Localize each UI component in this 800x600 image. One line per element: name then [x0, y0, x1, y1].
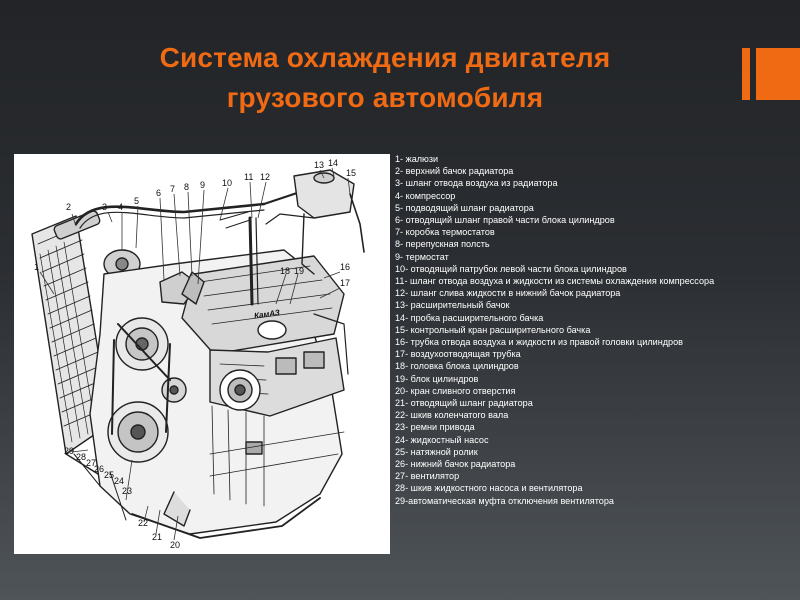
callout-4: 4: [118, 202, 124, 212]
legend-item-24: 24- жидкостный насос: [395, 434, 489, 445]
callout-1: 1: [34, 262, 40, 272]
callout-22: 22: [138, 518, 149, 528]
component-legend: [395, 153, 795, 507]
legend-item-6: 6- отводящий шланг правой части блока цилиндров: [395, 215, 615, 226]
callout-26: 26: [94, 464, 105, 474]
legend-item-3: 3- шланг отвода воздуха из радиатора: [395, 178, 558, 189]
accent-bar: [742, 48, 750, 100]
legend-item-9: 9- термостат: [395, 251, 449, 262]
callout-5: 5: [134, 196, 140, 206]
legend-item-4: 4- компрессор: [395, 190, 456, 201]
legend-item-25: 25- натяжной ролик: [395, 446, 478, 457]
legend-item-18: 18- головка блока цилиндров: [395, 361, 519, 372]
legend-item-11: 11- шланг отвода воздуха и жидкости из системы охлаждения компрессора: [395, 276, 715, 287]
legend-item-7: 7- коробка термостатов: [395, 227, 495, 238]
legend-item-5: 5- подводящий шланг радиатора: [395, 202, 534, 213]
callout-19: 19: [294, 266, 305, 276]
callout-23: 23: [122, 486, 133, 496]
legend-item-12: 12- шланг слива жидкости в нижний бачок радиатора: [395, 288, 621, 299]
legend-item-8: 8- перепускная полсть: [395, 239, 490, 250]
callout-17: 17: [340, 278, 351, 288]
slide-title-line-2: грузового автомобиля: [226, 82, 544, 113]
callout-28: 28: [76, 452, 87, 462]
engine-drawing: [14, 154, 390, 554]
legend-item-1: 1- жалюзи: [395, 154, 439, 164]
callout-10: 10: [222, 178, 233, 188]
callout-6: 6: [156, 188, 162, 198]
callout-24: 24: [114, 476, 125, 486]
callout-11: 11: [244, 172, 254, 182]
callout-25: 25: [104, 470, 115, 480]
legend-item-17: 17- воздухоотводящая трубка: [395, 349, 521, 360]
legend-item-27: 27- вентилятор: [395, 471, 460, 482]
legend-item-29: 29-автоматическая муфта отключения вентилятора: [395, 495, 614, 506]
callout-14: 14: [328, 158, 339, 168]
callout-12: 12: [260, 172, 271, 182]
legend-item-21: 21- отводящий шланг радиатора: [395, 398, 533, 409]
slide-title: [60, 38, 710, 118]
callout-15: 15: [346, 168, 357, 178]
legend-item-22: 22- шкив коленчатого вала: [395, 410, 509, 421]
accent-square: [756, 48, 800, 100]
callout-8: 8: [184, 182, 190, 192]
legend-item-15: 15- контрольный кран расширительного бачка: [395, 324, 591, 335]
callout-29: 29: [64, 446, 75, 456]
legend-item-19: 19- блок цилиндров: [395, 373, 479, 384]
engine-cooling-diagram: [14, 154, 390, 554]
legend-item-2: 2- верхний бачок радиатора: [395, 166, 514, 177]
callout-18: 18: [280, 266, 291, 276]
callout-20: 20: [170, 540, 181, 550]
legend-item-16: 16- трубка отвода воздуха и жидкости из правой головки цилиндров: [395, 337, 683, 348]
legend-item-13: 13- расширительный бачок: [395, 300, 510, 311]
legend-item-23: 23- ремни привода: [395, 422, 475, 433]
callout-13: 13: [314, 160, 325, 170]
legend-item-10: 10- отводящий патрубок левой части блока цилиндров: [395, 263, 627, 274]
callout-27: 27: [86, 458, 97, 468]
callout-21: 21: [152, 532, 163, 542]
legend-item-20: 20- кран сливного отверстия: [395, 385, 516, 396]
callout-9: 9: [200, 180, 206, 190]
slide-title-line-1: Система охлаждения двигателя: [159, 42, 611, 73]
callout-7: 7: [170, 184, 176, 194]
callout-2: 2: [66, 202, 72, 212]
legend-item-26: 26- нижний бачок радиатора: [395, 459, 516, 470]
legend-item-14: 14- пробка расширительного бачка: [395, 312, 544, 323]
legend-item-28: 28- шкив жидкостного насоса и вентилятора: [395, 483, 583, 494]
callout-3: 3: [102, 202, 108, 212]
engine-casting-logo: КамАЗ: [253, 307, 281, 321]
callout-16: 16: [340, 262, 351, 272]
